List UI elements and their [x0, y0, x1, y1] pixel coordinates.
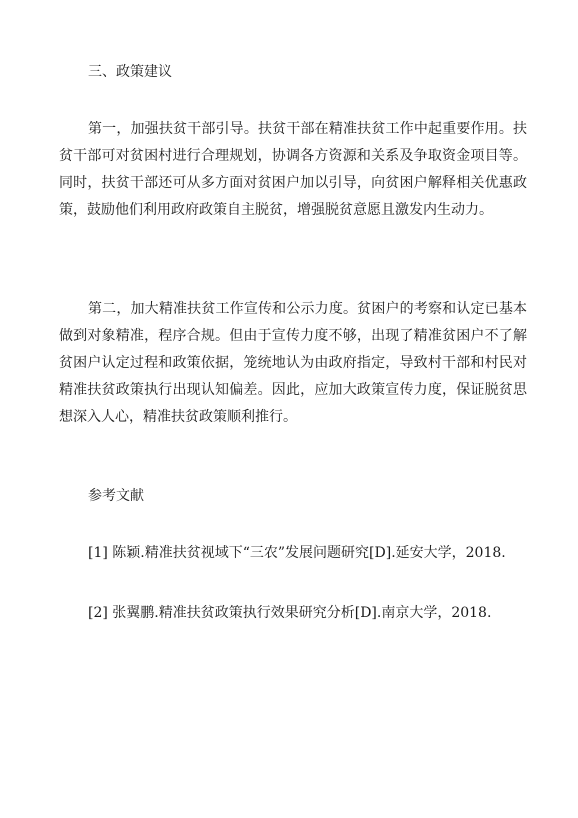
reference-item-2: [2] 张翼鹏.精准扶贫政策执行效果研究分析[D].南京大学，2018.: [88, 605, 492, 621]
references-title: 参考文献: [88, 488, 144, 504]
paragraph-first-point: 第一，加强扶贫干部引导。扶贫干部在精准扶贫工作中起重要作用。扶贫干部可对贫困村进行合理规划，协调各方资源和关系及争取资金项目等。同时，扶贫干部还可从多方面对贫困户加以引导，向贫困户解释相关优惠政策，鼓励他们利用政府政策自主脱贫，增强脱贫意愿且激发内生动力。: [59, 121, 527, 218]
paragraph-second-point: 第二，加大精准扶贫工作宣传和公示力度。贫困户的考察和认定已基本做到对象精准，程序合规。但由于宣传力度不够，出现了精准贫困户不了解贫困户认定过程和政策依据，笼统地认为由政府指定，导致村干部和村民对精准扶贫政策执行出现认知偏差。因此，应加大政策宣传力度，保证脱贫思想深入人心，精准扶贫政策顺利推行。: [59, 301, 527, 425]
section-heading: 三、政策建议: [88, 64, 172, 80]
reference-item-1: [1] 陈颖.精准扶贫视域下“三农”发展问题研究[D].延安大学，2018.: [88, 545, 506, 561]
